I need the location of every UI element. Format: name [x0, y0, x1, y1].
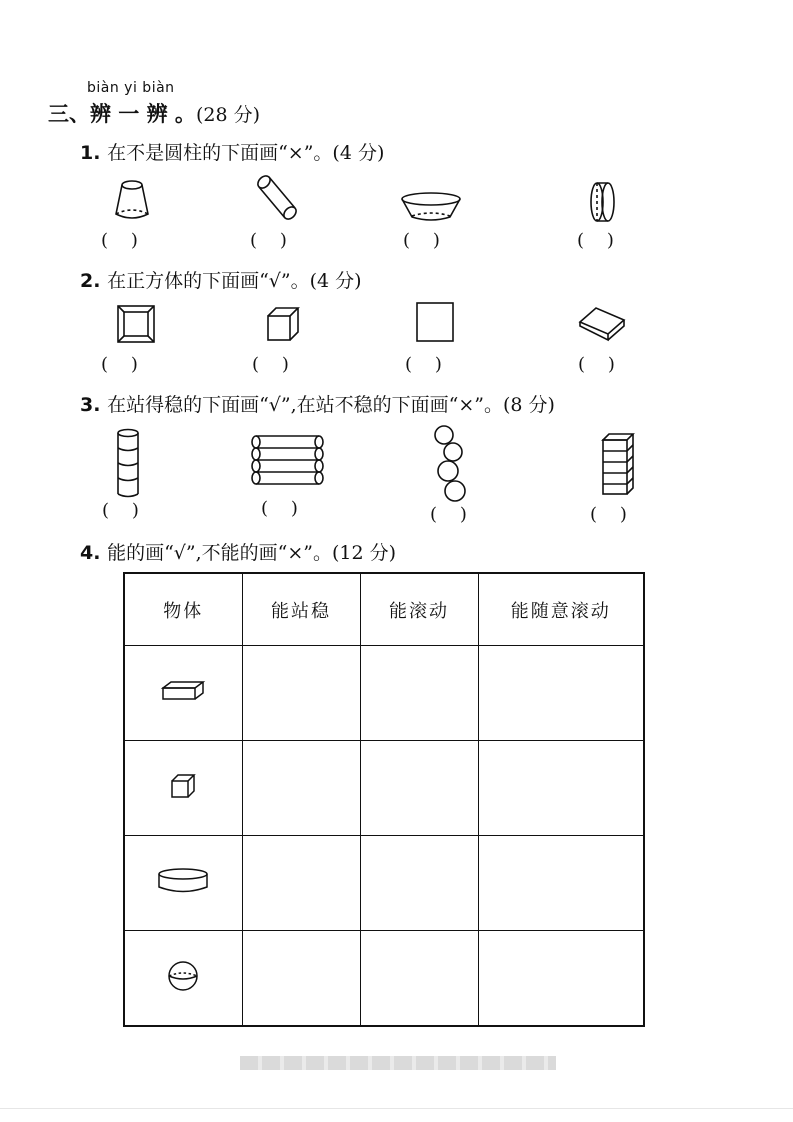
- page-bottom-divider: [0, 1108, 793, 1109]
- table-row: [124, 836, 644, 931]
- answer-blank[interactable]: ( ): [403, 230, 440, 251]
- answer-blank[interactable]: ( ): [252, 354, 289, 375]
- flat-cylinder-icon: [588, 180, 618, 224]
- answer-table: [123, 572, 645, 1027]
- question-4: [80, 538, 396, 565]
- table-row: [124, 741, 644, 836]
- question-text: 在正方体的下面画“√”。(4 分): [107, 270, 362, 292]
- answer-blank[interactable]: ( ): [101, 354, 138, 375]
- object-cell: [124, 741, 242, 836]
- answer-cell[interactable]: [478, 836, 644, 931]
- question-number: 2.: [80, 270, 101, 292]
- section-title: [48, 98, 260, 128]
- answer-cell[interactable]: [242, 836, 360, 931]
- answer-cell[interactable]: [360, 741, 478, 836]
- header-roll-freely: 能随意滚动: [478, 573, 644, 646]
- answer-cell[interactable]: [360, 836, 478, 931]
- stacked-cubes-icon: [601, 432, 635, 496]
- frustum-cup-icon: [112, 178, 152, 224]
- table-row: [124, 931, 644, 1027]
- stacked-logs-icon: [249, 434, 325, 490]
- cube-icon: [170, 773, 196, 799]
- answer-blank[interactable]: ( ): [590, 504, 627, 525]
- object-cell: [124, 836, 242, 931]
- answer-blank[interactable]: ( ): [405, 354, 442, 375]
- answer-blank[interactable]: ( ): [250, 230, 287, 251]
- object-cell: [124, 646, 242, 741]
- cylinder-icon: [157, 868, 209, 894]
- sphere-icon: [166, 959, 200, 993]
- flat-square-icon: [416, 302, 454, 342]
- header-object: 物体: [124, 573, 242, 646]
- table-header-row: [124, 573, 644, 646]
- answer-blank[interactable]: ( ): [577, 230, 614, 251]
- answer-cell[interactable]: [360, 931, 478, 1027]
- object-cell: [124, 931, 242, 1027]
- section-title-text: 三、辨 一 辨 。: [48, 101, 196, 126]
- question-1: [80, 138, 384, 165]
- answer-blank[interactable]: ( ): [261, 498, 298, 519]
- question-number: 1.: [80, 142, 101, 164]
- section-points: (28 分): [195, 104, 260, 126]
- question-text: 在不是圆柱的下面画“×”。(4 分): [107, 142, 385, 164]
- question-3: [80, 390, 555, 417]
- footer-watermark: [240, 1056, 556, 1070]
- tilted-cube-icon: [578, 306, 626, 342]
- header-stand-stable: 能站稳: [242, 573, 360, 646]
- small-cube-icon: [266, 306, 300, 342]
- bowl-icon: [400, 192, 462, 222]
- question-number: 4.: [80, 542, 101, 564]
- answer-cell[interactable]: [360, 646, 478, 741]
- header-can-roll: 能滚动: [360, 573, 478, 646]
- question-number: 3.: [80, 394, 101, 416]
- stacked-balls-icon: [431, 424, 469, 504]
- answer-blank[interactable]: ( ): [101, 230, 138, 251]
- answer-cell[interactable]: [478, 646, 644, 741]
- answer-cell[interactable]: [242, 741, 360, 836]
- answer-blank[interactable]: ( ): [102, 500, 139, 521]
- pinyin-annotation: biàn yi biàn: [87, 80, 175, 96]
- stacked-cylinders-icon: [115, 428, 141, 500]
- cuboid-icon: [161, 680, 205, 702]
- tilted-cylinder-icon: [252, 172, 302, 224]
- answer-cell[interactable]: [478, 741, 644, 836]
- answer-blank[interactable]: ( ): [430, 504, 467, 525]
- table-row: [124, 646, 644, 741]
- question-text: 能的画“√”,不能的画“×”。(12 分): [107, 542, 397, 564]
- square-frame-icon: [117, 305, 155, 343]
- answer-cell[interactable]: [478, 931, 644, 1027]
- answer-blank[interactable]: ( ): [578, 354, 615, 375]
- answer-cell[interactable]: [242, 931, 360, 1027]
- question-text: 在站得稳的下面画“√”,在站不稳的下面画“×”。(8 分): [107, 394, 555, 416]
- answer-cell[interactable]: [242, 646, 360, 741]
- question-2: [80, 266, 362, 293]
